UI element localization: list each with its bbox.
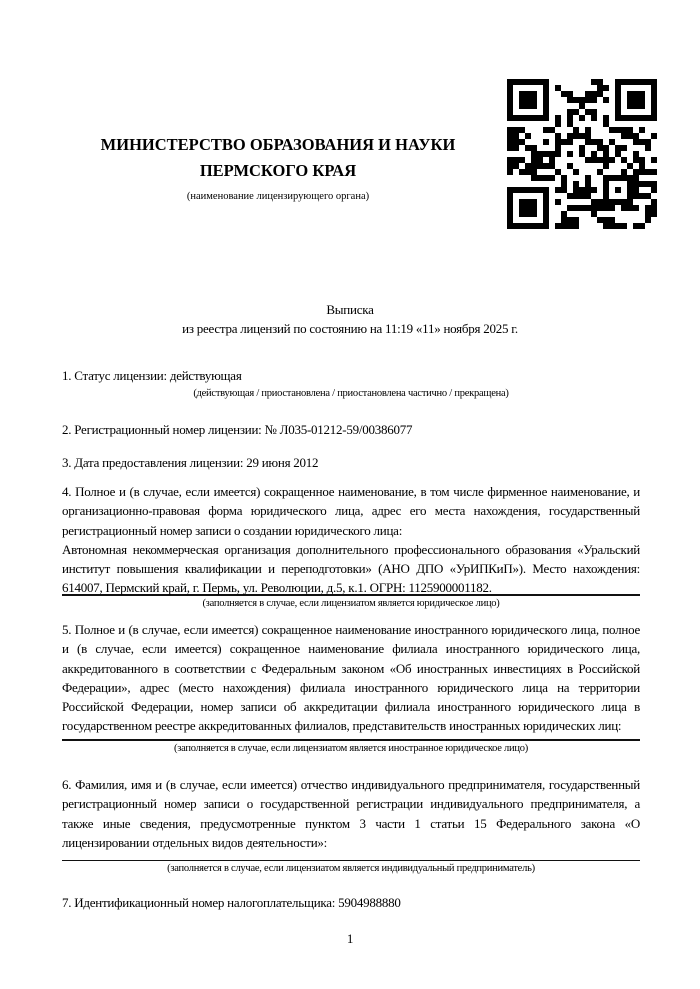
registration-number-text: 2. Регистрационный номер лицензии: № Л035-01212-59/00386077	[62, 422, 413, 437]
ministry-name-line1: МИНИСТЕРСТВО ОБРАЗОВАНИЯ И НАУКИ	[100, 135, 456, 154]
foreign-entity-fill-line	[62, 739, 640, 741]
item-foreign-entity	[62, 620, 640, 755]
individual-entrepreneur-fill-line	[62, 860, 640, 861]
taxpayer-number-text: 7. Идентификационный номер налогоплательщика: 5904988880	[62, 895, 401, 910]
item-registration-number	[62, 420, 640, 439]
qr-code-svg	[507, 79, 657, 229]
document-title	[0, 300, 700, 339]
legal-entity-caption: (заполняется в случае, если лицензиатом является юридическое лицо)	[202, 597, 500, 609]
foreign-entity-caption: (заполняется в случае, если лицензиатом является иностранное юридическое лицо)	[173, 742, 529, 754]
item-legal-entity	[62, 482, 640, 610]
document-title-line1: Выписка	[326, 302, 374, 317]
item-individual-entrepreneur	[62, 775, 640, 875]
ministry-name-line2: ПЕРМСКОГО КРАЯ	[199, 161, 357, 180]
individual-entrepreneur-caption: (заполняется в случае, если лицензиатом является индивидуальный предприниматель)	[167, 863, 535, 875]
foreign-entity-label: 5. Полное и (в случае, если имеется) сокращенное наименование иностранного юридического лица, полное и (в случае, если имеется) сокращенное наименование филиала иностранного юридического лица, аккредитованного в соответствии с Федеральным законом «Об иностранных инвестициях в Российской Федерации», адрес (место нахождения) филиала иностранного юридического лица на территории Российской Федерации, номер записи об аккредитации филиала иностранного юридического лица в государственном реестре аккредитованных филиалов, представительств иностранных юридических лиц:	[62, 622, 640, 734]
item-grant-date	[62, 453, 640, 472]
license-status-caption: (действующая / приостановлена / приостановлена частично / прекращена)	[193, 388, 509, 400]
ministry-header	[63, 132, 493, 203]
ministry-caption: (наименование лицензирующего органа)	[186, 191, 370, 202]
page-number: 1	[346, 931, 354, 946]
document-title-line2: из реестра лицензий по состоянию на 11:19 «11» ноября 2025 г.	[182, 321, 518, 337]
item-license-status	[62, 366, 640, 400]
license-status-text: 1. Статус лицензии: действующая	[62, 368, 242, 383]
individual-entrepreneur-label: 6. Фамилия, имя и (в случае, если имеется) отчество индивидуального предпринимателя, государственный регистрационный номер записи о государственной регистрации индивидуального предпринимателя, а также иные сведения, предусмотренные пунктом 3 части 1 статьи 15 Федерального закона «О лицензировании отдельных видов деятельности»:	[62, 777, 640, 850]
legal-entity-label: 4. Полное и (в случае, если имеется) сокращенное наименование, в том числе фирменное наименование, и организационно-правовая форма юридического лица, адрес его места нахождения, государственный регистрационный номер записи о создании юридического лица:	[62, 484, 640, 538]
legal-entity-value: Автономная некоммерческая организация дополнительного профессионального образования «Уральский институт повышения квалификации и переподготовки» (АНО ДПО «УрИПКиП»). Место нахождения: 614007, Пермский край, г. Пермь, ул. Революции, д.5, к.1. ОГРН: 1125900001182.	[62, 541, 640, 596]
qr-code	[507, 79, 657, 229]
grant-date-text: 3. Дата предоставления лицензии: 29 июня 2012	[62, 455, 319, 470]
item-taxpayer-number	[62, 893, 640, 912]
